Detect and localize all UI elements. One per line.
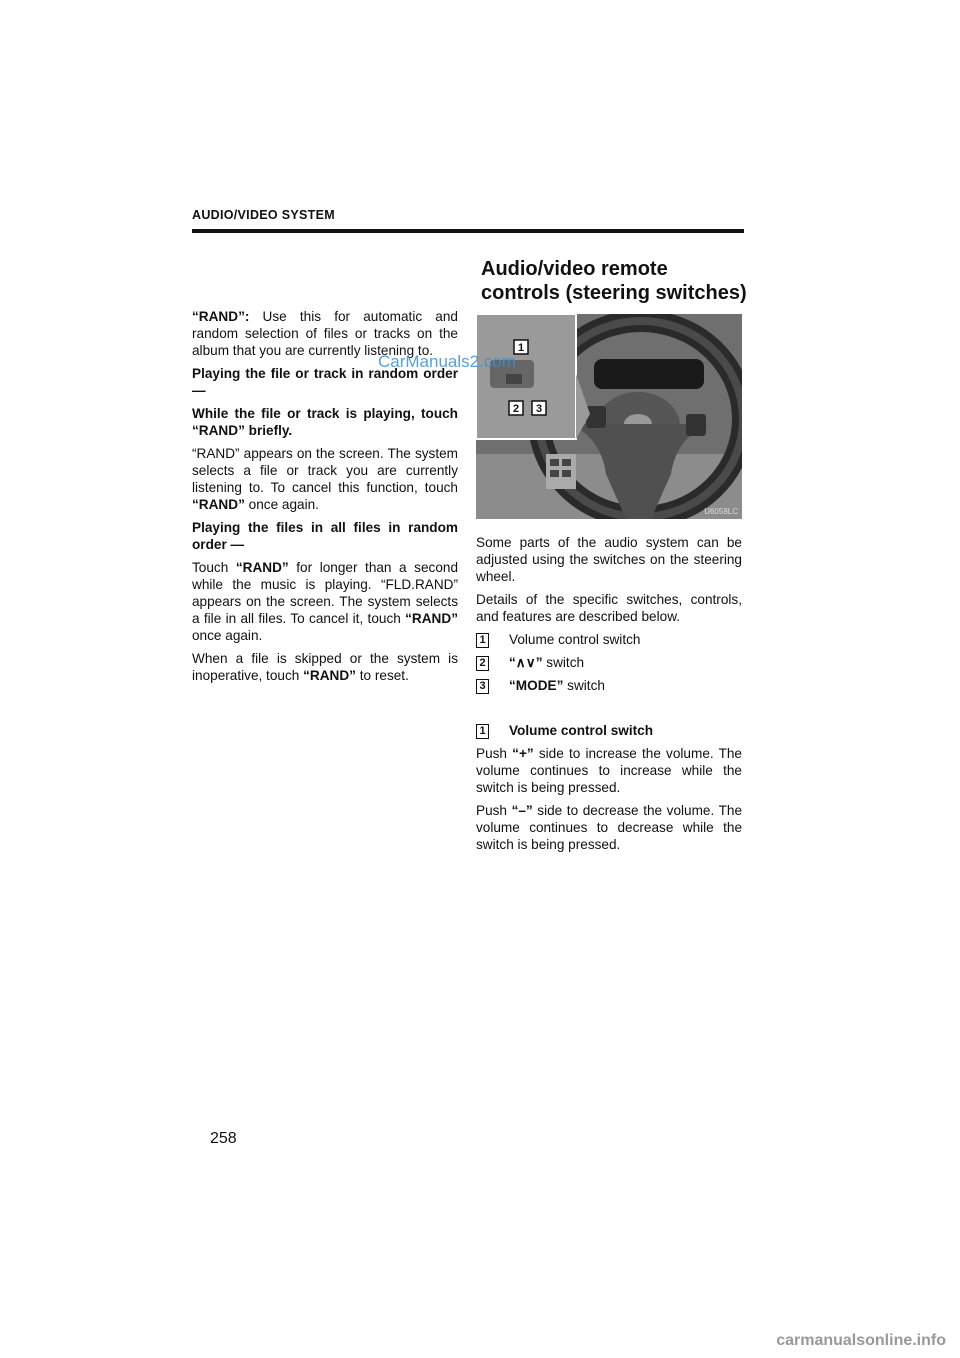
sub1-paragraph <box>192 445 458 513</box>
list-item-label: switch <box>563 678 605 693</box>
section-header: AUDIO/VIDEO SYSTEM <box>192 208 335 222</box>
number-badge: 1 <box>476 724 489 739</box>
text-run: Touch <box>192 560 236 575</box>
footer-watermark: carmanualsonline.info <box>776 1332 946 1349</box>
steering-wheel-figure <box>476 314 742 519</box>
list-item-label-bold: “∧∨” <box>509 655 543 670</box>
text-run: “RAND” appears on the screen. The system selects a file or track you are currently listening to. To cancel this function, touch <box>192 446 458 495</box>
text-run: Push <box>476 746 513 761</box>
text-run-bold: “RAND” <box>235 560 289 575</box>
list-item <box>476 677 742 694</box>
text-run-bold: “+” <box>512 746 534 761</box>
rand-label: “RAND”: <box>192 309 250 324</box>
text-run-bold: “–” <box>511 803 533 818</box>
text-run-bold: “RAND” <box>405 611 458 626</box>
number-badge: 2 <box>476 656 489 671</box>
text-run: once again. <box>192 628 263 643</box>
number-badge: 1 <box>476 633 489 648</box>
text-run: to reset. <box>355 668 409 683</box>
rand-text: Use this for automatic and random selection of files or tracks on the album that you are currently listening to. <box>192 309 458 358</box>
list-item <box>476 631 742 648</box>
text-run: for longer than a second while the music is playing. “FLD.RAND” appears on the screen. The system selects a file in all files. To cancel it, touch <box>192 560 458 626</box>
volume-up-paragraph <box>476 745 742 796</box>
text-run: Push <box>476 803 512 818</box>
text-run: When a file is skipped or the system is inoperative, touch <box>192 651 458 683</box>
intro-paragraph-2: Details of the specific switches, controls, and features are described below. <box>476 592 742 624</box>
list-item-label: Volume control switch <box>509 632 641 647</box>
sub2-paragraph <box>192 559 458 644</box>
watermark-text: CarManuals2.com <box>378 352 516 371</box>
right-column <box>476 534 742 859</box>
text-run-bold: “RAND” <box>303 668 356 683</box>
figure-code: U6058LC <box>704 507 738 516</box>
list-item-label: switch <box>542 655 585 670</box>
list-item-label-bold: “MODE” <box>509 678 564 693</box>
callout-2: 2 <box>512 403 520 415</box>
number-badge: 3 <box>476 679 489 694</box>
text-run: once again. <box>244 497 319 512</box>
text-run: side to decrease the volume. The volume continues to decrease while the switch is being pressed. <box>476 803 743 852</box>
volume-down-paragraph <box>476 802 742 853</box>
sub1-title: Playing the file or track in random order— <box>192 366 458 398</box>
text-run: side to increase the volume. The volume continues to increase while the switch is being pressed. <box>476 746 742 795</box>
sub2-title: Playing the files in all files in random order — <box>192 520 458 552</box>
header-rule <box>192 229 744 233</box>
text-run-bold: “RAND” <box>192 497 245 512</box>
sub1-instruction: While the file or track is playing, touch “RAND” briefly. <box>192 406 458 438</box>
volume-subheading <box>476 722 742 739</box>
steering-wheel-illustration <box>476 314 742 519</box>
volume-subheading-text: Volume control switch <box>509 723 654 738</box>
page-number: 258 <box>210 1130 237 1147</box>
callout-1: 1 <box>517 342 525 354</box>
intro-paragraph-1: Some parts of the audio system can be adjusted using the switches on the steering wheel. <box>476 535 742 584</box>
callout-3: 3 <box>535 403 543 415</box>
section-title: Audio/video remote controls (steering switches) <box>481 258 747 304</box>
reset-paragraph <box>192 650 458 684</box>
list-item <box>476 654 742 671</box>
